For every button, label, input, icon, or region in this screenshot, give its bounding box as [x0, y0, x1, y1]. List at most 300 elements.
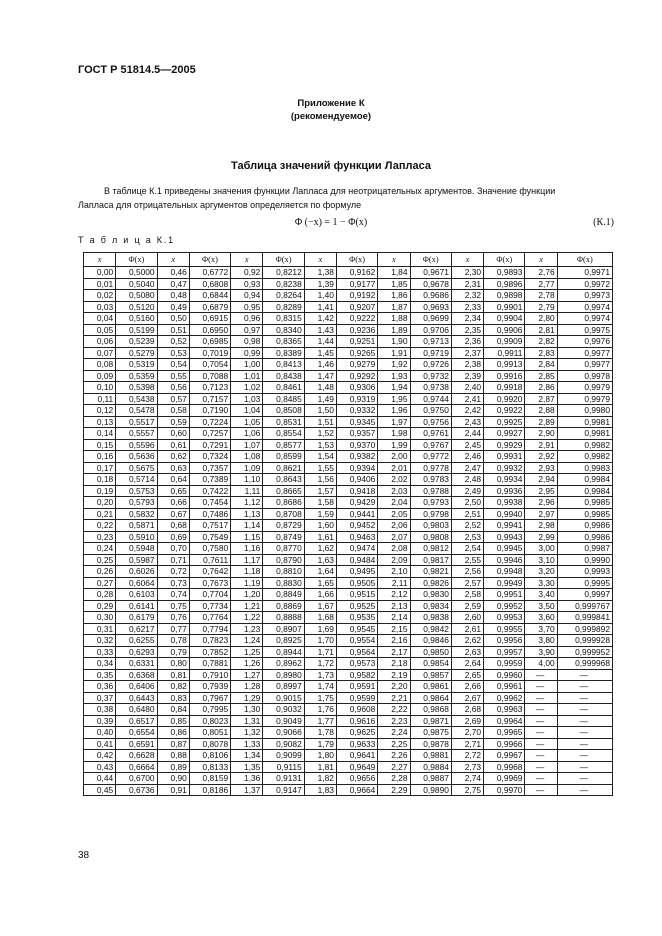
cell-phi: 0,999928 — [557, 635, 612, 647]
cell-phi: 0,9788 — [410, 485, 451, 497]
cell-phi: 0,8212 — [263, 267, 304, 279]
cell-x: 0,86 — [157, 727, 189, 739]
cell-phi: 0,9922 — [484, 405, 525, 417]
cell-phi: 0,9975 — [557, 324, 612, 336]
cell-x: 1,58 — [304, 497, 336, 509]
cell-phi: 0,9554 — [336, 635, 377, 647]
cell-x: 0,41 — [84, 738, 116, 750]
cell-x: 1,52 — [304, 428, 336, 440]
cell-x: 1,81 — [304, 761, 336, 773]
cell-x: 2,97 — [525, 508, 557, 520]
table-row — [84, 359, 613, 371]
table-row — [84, 623, 613, 635]
cell-x: 1,16 — [231, 543, 263, 555]
cell-phi: 0,9968 — [484, 761, 525, 773]
cell-x: 0,62 — [157, 451, 189, 463]
cell-phi: 0,9131 — [263, 773, 304, 785]
cell-phi: 0,7454 — [189, 497, 230, 509]
cell-x: 2,22 — [378, 704, 410, 716]
cell-x: 0,99 — [231, 347, 263, 359]
cell-phi: 0,9251 — [336, 336, 377, 348]
cell-phi: 0,7054 — [189, 359, 230, 371]
cell-phi: 0,9983 — [557, 462, 612, 474]
cell-x: 1,36 — [231, 773, 263, 785]
cell-phi: 0,9966 — [484, 738, 525, 750]
cell-phi: 0,9761 — [410, 428, 451, 440]
cell-x: 2,27 — [378, 761, 410, 773]
cell-x: 2,61 — [451, 623, 483, 635]
table-row — [84, 704, 613, 716]
cell-phi: 0,9941 — [484, 520, 525, 532]
cell-phi: 0,9940 — [484, 508, 525, 520]
cell-phi: 0,5478 — [116, 405, 157, 417]
cell-x: 0,72 — [157, 566, 189, 578]
cell-x: 2,74 — [451, 773, 483, 785]
cell-phi: 0,7939 — [189, 681, 230, 693]
cell-phi: 0,5120 — [116, 301, 157, 313]
cell-phi: 0,5517 — [116, 416, 157, 428]
cell-phi: 0,9292 — [336, 370, 377, 382]
cell-phi: 0,9931 — [484, 451, 525, 463]
cell-x: 2,80 — [525, 313, 557, 325]
table-row — [84, 543, 613, 555]
formula: Φ (−x) = 1 − Φ(x) — [294, 217, 368, 228]
cell-phi: 0,9633 — [336, 738, 377, 750]
cell-x: 2,44 — [451, 428, 483, 440]
cell-x: 1,25 — [231, 646, 263, 658]
cell-phi: 0,6628 — [116, 750, 157, 762]
cell-x: 2,41 — [451, 393, 483, 405]
cell-x: 0,44 — [84, 773, 116, 785]
cell-x: 1,62 — [304, 543, 336, 555]
cell-phi: 0,9961 — [484, 681, 525, 693]
cell-x: — — [525, 784, 557, 796]
cell-phi: 0,6255 — [116, 635, 157, 647]
cell-phi: 0,9808 — [410, 531, 451, 543]
cell-x: 0,51 — [157, 324, 189, 336]
cell-x: — — [525, 704, 557, 716]
cell-x: 2,34 — [451, 313, 483, 325]
cell-x: 1,13 — [231, 508, 263, 520]
cell-x: 2,16 — [378, 635, 410, 647]
cell-phi: 0,9319 — [336, 393, 377, 405]
cell-x: 1,31 — [231, 715, 263, 727]
cell-x: 0,98 — [231, 336, 263, 348]
cell-x: 0,89 — [157, 761, 189, 773]
cell-phi: 0,9978 — [557, 370, 612, 382]
cell-phi: — — [557, 704, 612, 716]
cell-x: 1,89 — [378, 324, 410, 336]
cell-x: 1,45 — [304, 347, 336, 359]
cell-phi: 0,9980 — [557, 405, 612, 417]
cell-x: 2,52 — [451, 520, 483, 532]
intro-paragraph — [78, 184, 615, 212]
cell-x: 2,31 — [451, 278, 483, 290]
cell-x: 2,03 — [378, 485, 410, 497]
cell-phi: 0,9049 — [263, 715, 304, 727]
cell-x: 0,75 — [157, 600, 189, 612]
cell-phi: 0,9115 — [263, 761, 304, 773]
cell-phi: 0,9936 — [484, 485, 525, 497]
section-title: Таблица значений функции Лапласа — [231, 160, 431, 172]
cell-x: 0,18 — [84, 474, 116, 486]
cell-phi: 0,9495 — [336, 566, 377, 578]
cell-phi: 0,7357 — [189, 462, 230, 474]
cell-x: 0,19 — [84, 485, 116, 497]
cell-phi: 0,5080 — [116, 290, 157, 302]
cell-phi: 0,9177 — [336, 278, 377, 290]
cell-x: — — [525, 773, 557, 785]
cell-phi: 0,9962 — [484, 692, 525, 704]
cell-x: 1,04 — [231, 405, 263, 417]
cell-phi: 0,9406 — [336, 474, 377, 486]
cell-phi: 0,9982 — [557, 439, 612, 451]
cell-phi: 0,8729 — [263, 520, 304, 532]
cell-x: 0,07 — [84, 347, 116, 359]
cell-x: 0,73 — [157, 577, 189, 589]
cell-phi: 0,9997 — [557, 589, 612, 601]
cell-phi: 0,7019 — [189, 347, 230, 359]
cell-phi: 0,6141 — [116, 600, 157, 612]
cell-x: 1,18 — [231, 566, 263, 578]
cell-phi: 0,5832 — [116, 508, 157, 520]
cell-x: 1,53 — [304, 439, 336, 451]
cell-phi: 0,8944 — [263, 646, 304, 658]
cell-phi: 0,8508 — [263, 405, 304, 417]
cell-phi: 0,7123 — [189, 382, 230, 394]
column-header-x: x — [378, 253, 410, 267]
cell-phi: 0,9686 — [410, 290, 451, 302]
cell-phi: 0,8133 — [189, 761, 230, 773]
cell-phi: 0,9985 — [557, 497, 612, 509]
cell-phi: 0,9162 — [336, 267, 377, 279]
cell-phi: 0,9573 — [336, 658, 377, 670]
cell-phi: 0,7486 — [189, 508, 230, 520]
table-row — [84, 439, 613, 451]
table-row — [84, 577, 613, 589]
cell-x: 1,33 — [231, 738, 263, 750]
cell-x: 2,23 — [378, 715, 410, 727]
cell-x: 1,97 — [378, 416, 410, 428]
cell-x: 3,30 — [525, 577, 557, 589]
cell-x: 2,67 — [451, 692, 483, 704]
cell-x: 2,66 — [451, 681, 483, 693]
cell-phi: 0,8186 — [189, 784, 230, 796]
cell-x: 2,54 — [451, 543, 483, 555]
cell-x: 1,17 — [231, 554, 263, 566]
cell-x: 2,24 — [378, 727, 410, 739]
cell-x: 0,04 — [84, 313, 116, 325]
cell-phi: 0,8106 — [189, 750, 230, 762]
cell-x: 3,10 — [525, 554, 557, 566]
cell-phi: 0,9756 — [410, 416, 451, 428]
cell-x: 0,67 — [157, 508, 189, 520]
cell-phi: 0,9370 — [336, 439, 377, 451]
cell-x: 1,34 — [231, 750, 263, 762]
cell-x: 0,22 — [84, 520, 116, 532]
cell-x: 1,60 — [304, 520, 336, 532]
cell-phi: 0,9608 — [336, 704, 377, 716]
cell-phi: 0,5910 — [116, 531, 157, 543]
cell-x: 1,32 — [231, 727, 263, 739]
cell-phi: 0,9982 — [557, 451, 612, 463]
cell-phi: 0,6064 — [116, 577, 157, 589]
cell-phi: 0,9887 — [410, 773, 451, 785]
cell-phi: 0,9015 — [263, 692, 304, 704]
cell-phi: 0,9984 — [557, 485, 612, 497]
cell-phi: 0,9515 — [336, 589, 377, 601]
cell-x: 2,26 — [378, 750, 410, 762]
cell-phi: 0,8485 — [263, 393, 304, 405]
cell-x: 1,82 — [304, 773, 336, 785]
cell-phi: 0,9452 — [336, 520, 377, 532]
cell-phi: 0,9394 — [336, 462, 377, 474]
appendix-title: Приложение К — [297, 98, 365, 109]
cell-phi: 0,9826 — [410, 577, 451, 589]
table-row — [84, 681, 613, 693]
table-caption: Т а б л и ц а К.1 — [78, 235, 175, 245]
cell-phi: 0,7734 — [189, 600, 230, 612]
cell-x: 0,43 — [84, 761, 116, 773]
cell-phi: 0,9783 — [410, 474, 451, 486]
cell-x: 1,99 — [378, 439, 410, 451]
cell-phi: 0,7257 — [189, 428, 230, 440]
cell-phi: 0,8238 — [263, 278, 304, 290]
cell-phi: 0,6700 — [116, 773, 157, 785]
table-row — [84, 669, 613, 681]
cell-phi: 0,9767 — [410, 439, 451, 451]
formula-number: (К.1) — [593, 217, 614, 228]
cell-x: 0,81 — [157, 669, 189, 681]
cell-phi: 0,9986 — [557, 531, 612, 543]
cell-x: 0,64 — [157, 474, 189, 486]
cell-phi: 0,6879 — [189, 301, 230, 313]
cell-phi: 0,6026 — [116, 566, 157, 578]
table-row — [84, 428, 613, 440]
cell-phi: 0,9918 — [484, 382, 525, 394]
cell-x: 0,63 — [157, 462, 189, 474]
cell-phi: 0,7764 — [189, 612, 230, 624]
cell-x: 1,15 — [231, 531, 263, 543]
cell-x: 0,21 — [84, 508, 116, 520]
table-body — [84, 267, 613, 796]
cell-x: 2,04 — [378, 497, 410, 509]
cell-phi: 0,8749 — [263, 531, 304, 543]
cell-phi: 0,7881 — [189, 658, 230, 670]
cell-x: 1,78 — [304, 727, 336, 739]
cell-x: 0,60 — [157, 428, 189, 440]
cell-x: 2,94 — [525, 474, 557, 486]
cell-phi: 0,5438 — [116, 393, 157, 405]
cell-x: 2,95 — [525, 485, 557, 497]
cell-x: 0,54 — [157, 359, 189, 371]
cell-phi: 0,6331 — [116, 658, 157, 670]
cell-x: 2,53 — [451, 531, 483, 543]
cell-x: 2,82 — [525, 336, 557, 348]
table-row — [84, 715, 613, 727]
cell-x: 0,84 — [157, 704, 189, 716]
table-row — [84, 382, 613, 394]
cell-phi: 0,8643 — [263, 474, 304, 486]
cell-x: 0,87 — [157, 738, 189, 750]
cell-phi: 0,9898 — [484, 290, 525, 302]
cell-x: 0,14 — [84, 428, 116, 440]
cell-x: 1,48 — [304, 382, 336, 394]
cell-phi: 0,9821 — [410, 566, 451, 578]
table-row — [84, 554, 613, 566]
cell-phi: 0,9972 — [557, 278, 612, 290]
cell-x: 1,41 — [304, 301, 336, 313]
cell-x: 1,70 — [304, 635, 336, 647]
cell-phi: 0,6217 — [116, 623, 157, 635]
cell-phi: — — [557, 692, 612, 704]
cell-x: 0,42 — [84, 750, 116, 762]
cell-x: 1,22 — [231, 612, 263, 624]
cell-x: 1,73 — [304, 669, 336, 681]
cell-x: 0,31 — [84, 623, 116, 635]
cell-phi: 0,7549 — [189, 531, 230, 543]
cell-phi: 0,8461 — [263, 382, 304, 394]
cell-x: 1,56 — [304, 474, 336, 486]
cell-phi: 0,9535 — [336, 612, 377, 624]
cell-x: 2,79 — [525, 301, 557, 313]
cell-x: 0,48 — [157, 290, 189, 302]
cell-phi: 0,9803 — [410, 520, 451, 532]
cell-phi: 0,6103 — [116, 589, 157, 601]
cell-phi: 0,9965 — [484, 727, 525, 739]
cell-x: 2,76 — [525, 267, 557, 279]
cell-phi: 0,5199 — [116, 324, 157, 336]
cell-x: 3,50 — [525, 600, 557, 612]
column-header-x: x — [157, 253, 189, 267]
column-header-x: x — [231, 253, 263, 267]
cell-x: 1,19 — [231, 577, 263, 589]
table-row — [84, 738, 613, 750]
cell-x: 0,58 — [157, 405, 189, 417]
cell-phi: 0,6406 — [116, 681, 157, 693]
cell-phi: 0,8365 — [263, 336, 304, 348]
cell-phi: 0,9964 — [484, 715, 525, 727]
cell-x: 0,90 — [157, 773, 189, 785]
cell-x: 2,58 — [451, 589, 483, 601]
cell-x: 0,45 — [84, 784, 116, 796]
table-row — [84, 485, 613, 497]
cell-x: 2,12 — [378, 589, 410, 601]
cell-phi: 0,9943 — [484, 531, 525, 543]
cell-phi: 0,9726 — [410, 359, 451, 371]
cell-phi: — — [557, 773, 612, 785]
cell-phi: 0,5871 — [116, 520, 157, 532]
cell-x: 1,72 — [304, 658, 336, 670]
cell-x: 2,25 — [378, 738, 410, 750]
cell-phi: 0,9932 — [484, 462, 525, 474]
cell-x: — — [525, 750, 557, 762]
cell-x: 1,06 — [231, 428, 263, 440]
cell-phi: 0,9834 — [410, 600, 451, 612]
cell-x: 0,83 — [157, 692, 189, 704]
cell-x: 0,59 — [157, 416, 189, 428]
cell-x: 0,91 — [157, 784, 189, 796]
cell-x: 1,20 — [231, 589, 263, 601]
cell-x: 0,61 — [157, 439, 189, 451]
cell-x: 2,14 — [378, 612, 410, 624]
cell-x: 0,80 — [157, 658, 189, 670]
cell-x: 2,85 — [525, 370, 557, 382]
cell-phi: 0,9744 — [410, 393, 451, 405]
cell-phi: 0,6554 — [116, 727, 157, 739]
cell-x: 2,73 — [451, 761, 483, 773]
cell-phi: 0,9952 — [484, 600, 525, 612]
cell-x: 1,59 — [304, 508, 336, 520]
cell-phi: 0,9948 — [484, 566, 525, 578]
cell-x: 2,01 — [378, 462, 410, 474]
cell-x: — — [525, 715, 557, 727]
cell-phi: 0,8340 — [263, 324, 304, 336]
cell-x: 2,38 — [451, 359, 483, 371]
cell-x: 0,12 — [84, 405, 116, 417]
cell-phi: 0,9032 — [263, 704, 304, 716]
cell-phi: 0,7642 — [189, 566, 230, 578]
cell-x: 0,00 — [84, 267, 116, 279]
cell-x: 2,81 — [525, 324, 557, 336]
page-number: 38 — [78, 850, 90, 861]
cell-phi: 0,9382 — [336, 451, 377, 463]
cell-x: 1,92 — [378, 359, 410, 371]
cell-x: 1,94 — [378, 382, 410, 394]
cell-x: 2,08 — [378, 543, 410, 555]
cell-phi: 0,9946 — [484, 554, 525, 566]
cell-phi: 0,8830 — [263, 577, 304, 589]
cell-x: 1,88 — [378, 313, 410, 325]
cell-x: 0,39 — [84, 715, 116, 727]
table-row — [84, 635, 613, 647]
cell-phi: 0,9306 — [336, 382, 377, 394]
cell-x: 2,11 — [378, 577, 410, 589]
cell-phi: — — [557, 750, 612, 762]
cell-phi: 0,8599 — [263, 451, 304, 463]
cell-x: 0,11 — [84, 393, 116, 405]
cell-x: 0,27 — [84, 577, 116, 589]
cell-x: 1,49 — [304, 393, 336, 405]
cell-x: 1,27 — [231, 669, 263, 681]
cell-x: 1,55 — [304, 462, 336, 474]
cell-x: 2,21 — [378, 692, 410, 704]
table-row — [84, 531, 613, 543]
cell-phi: 0,9854 — [410, 658, 451, 670]
cell-x: 2,29 — [378, 784, 410, 796]
cell-x: 1,03 — [231, 393, 263, 405]
cell-phi: 0,9345 — [336, 416, 377, 428]
cell-x: 1,05 — [231, 416, 263, 428]
cell-x: 2,62 — [451, 635, 483, 647]
cell-x: 2,10 — [378, 566, 410, 578]
cell-phi: 0,9719 — [410, 347, 451, 359]
cell-x: 0,49 — [157, 301, 189, 313]
cell-x: 2,36 — [451, 336, 483, 348]
cell-phi: 0,9913 — [484, 359, 525, 371]
cell-x: 2,13 — [378, 600, 410, 612]
cell-phi: 0,7704 — [189, 589, 230, 601]
cell-x: 2,09 — [378, 554, 410, 566]
cell-x: 2,02 — [378, 474, 410, 486]
cell-phi: 0,8962 — [263, 658, 304, 670]
cell-phi: 0,7088 — [189, 370, 230, 382]
table-row — [84, 727, 613, 739]
cell-phi: 0,9564 — [336, 646, 377, 658]
table-row — [84, 313, 613, 325]
cell-x: 2,71 — [451, 738, 483, 750]
cell-phi: 0,9066 — [263, 727, 304, 739]
